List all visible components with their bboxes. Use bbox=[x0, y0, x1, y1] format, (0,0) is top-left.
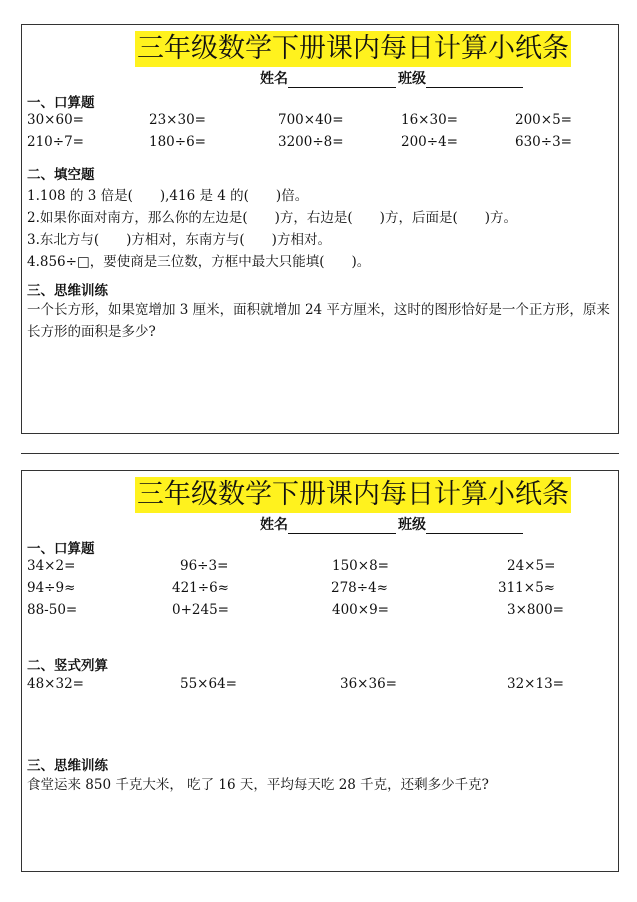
section-heading-oral: 一、口算题 bbox=[27, 541, 95, 557]
problem: 16×30= bbox=[401, 112, 458, 128]
cut-line bbox=[21, 453, 619, 454]
section-heading-oral: 一、口算题 bbox=[27, 95, 95, 111]
problem: 200÷4= bbox=[401, 134, 458, 150]
section-heading-fill: 二、填空题 bbox=[27, 167, 95, 183]
problem: 48×32= bbox=[27, 676, 84, 692]
problem: 0+245= bbox=[172, 602, 229, 618]
name-label: 姓名 bbox=[260, 517, 288, 533]
problem: 278÷4≈ bbox=[331, 580, 388, 596]
name-class-bar bbox=[260, 68, 523, 88]
problem: 150×8= bbox=[332, 558, 389, 574]
problem: 36×36= bbox=[340, 676, 397, 692]
problem: 55×64= bbox=[180, 676, 237, 692]
problem: 700×40= bbox=[278, 112, 344, 128]
problem: 32×13= bbox=[507, 676, 564, 692]
problem: 24×5= bbox=[507, 558, 556, 574]
problem: 210÷7= bbox=[27, 134, 84, 150]
name-class-bar bbox=[260, 514, 523, 534]
problem: 30×60= bbox=[27, 112, 84, 128]
fill-question: 4.856÷□，要使商是三位数，方框中最大只能填( )。 bbox=[27, 254, 371, 270]
problem: 34×2= bbox=[27, 558, 76, 574]
worksheet-title: 三年级数学下册课内每日计算小纸条 bbox=[135, 477, 571, 513]
name-label: 姓名 bbox=[260, 71, 288, 87]
problem: 200×5= bbox=[515, 112, 572, 128]
problem: 23×30= bbox=[149, 112, 206, 128]
section-heading-thinking: 三、思维训练 bbox=[27, 283, 108, 299]
name-blank[interactable] bbox=[288, 73, 396, 88]
problem: 96÷3= bbox=[180, 558, 229, 574]
fill-question: 1.108 的 3 倍是( ),416 是 4 的( )倍。 bbox=[27, 188, 309, 204]
class-blank[interactable] bbox=[426, 519, 523, 534]
thinking-question: 一个长方形，如果宽增加 3 厘米，面积就增加 24 平方厘米，这时的图形恰好是一个正方形，原来长方形的面积是多少? bbox=[27, 302, 610, 340]
problem: 630÷3= bbox=[515, 134, 572, 150]
class-label: 班级 bbox=[398, 517, 426, 533]
worksheet-card-2 bbox=[21, 470, 619, 872]
problem: 311×5≈ bbox=[498, 580, 555, 596]
thinking-question: 食堂运来 850 千克大米， 吃了 16 天，平均每天吃 28 千克，还剩多少千克? bbox=[27, 777, 489, 793]
problem: 94÷9≈ bbox=[27, 580, 76, 596]
fill-question: 3.东北方与( )方相对，东南方与( )方相对。 bbox=[27, 232, 331, 248]
section-heading-vertical: 二、竖式列算 bbox=[27, 658, 108, 674]
name-blank[interactable] bbox=[288, 519, 396, 534]
problem: 400×9= bbox=[332, 602, 389, 618]
problem: 88-50= bbox=[27, 602, 78, 618]
problem: 3200÷8= bbox=[278, 134, 344, 150]
worksheet-title: 三年级数学下册课内每日计算小纸条 bbox=[135, 31, 571, 67]
section-heading-thinking: 三、思维训练 bbox=[27, 758, 108, 774]
worksheet-card-1 bbox=[21, 24, 619, 434]
problem: 3×800= bbox=[507, 602, 564, 618]
class-blank[interactable] bbox=[426, 73, 523, 88]
fill-question: 2.如果你面对南方，那么你的左边是( )方，右边是( )方，后面是( )方。 bbox=[27, 210, 517, 226]
problem: 180÷6= bbox=[149, 134, 206, 150]
problem: 421÷6≈ bbox=[172, 580, 229, 596]
class-label: 班级 bbox=[398, 71, 426, 87]
